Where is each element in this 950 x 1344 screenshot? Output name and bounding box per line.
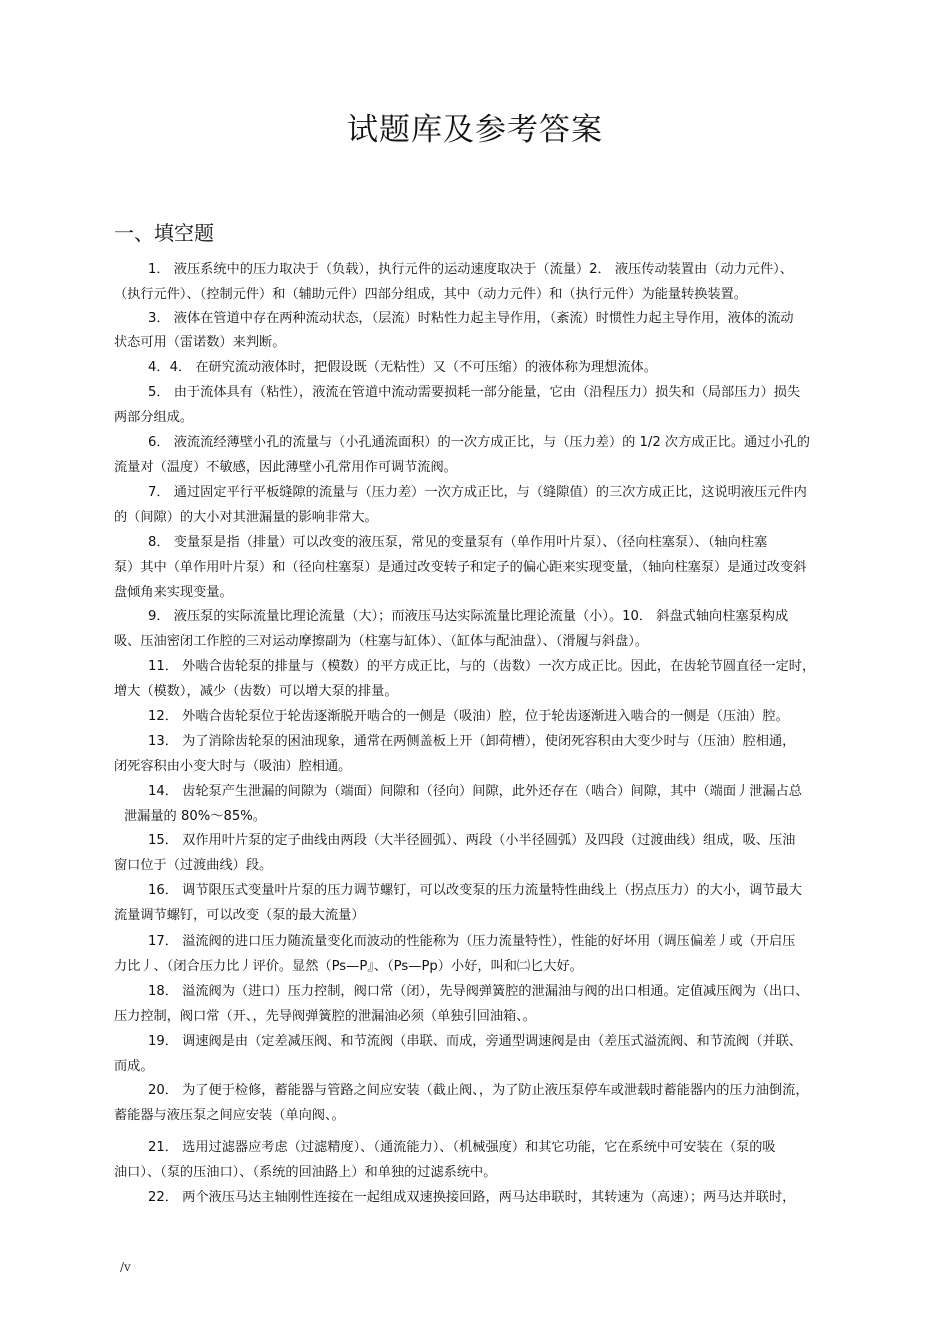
text-line: 流量调节螺钉，可以改变（泵的最大流量）: [114, 908, 365, 923]
text-line: 14． 齿轮泵产生泄漏的间隙为（端面）间隙和（径向）间隙，此外还存在（啮合）间隙，其中（端面丿泄漏占总: [148, 784, 802, 799]
text-line: 闭死容积由小变大时与（吸油）腔相通。: [114, 759, 352, 774]
text-line: 6． 液流流经薄壁小孔的流量与（小孔通流面积）的一次方成正比，与（压力差）的 1/2 次方成正比。通过小孔的: [148, 435, 810, 450]
text-line: 11． 外啮合齿轮泵的排量与（模数）的平方成正比，与的（齿数）一次方成正比。因此，在齿轮节圆直径一定时，: [148, 659, 816, 674]
page-title: 试题库及参考答案: [347, 112, 603, 148]
text-line: 两部分组成。: [114, 410, 194, 425]
text-line: 21． 选用过滤器应考虑（过滤精度）、（通流能力）、（机械强度）和其它功能，它在系统中可安装在（泵的吸: [148, 1140, 776, 1155]
text-line: 5． 由于流体具有（粘性），液流在管道中流动需要损耗一部分能量，它由（沿程压力）损失和（局部压力）损失: [148, 385, 801, 400]
text-line: 20． 为了便于检修，蓄能器与管路之间应安装（截止阀、，为了防止液压泵停车或泄载时蓄能器内的压力油倒流，: [148, 1083, 809, 1098]
text-line: 泄漏量的 80%～85%。: [124, 809, 266, 824]
text-line: 而成。: [114, 1059, 154, 1074]
text-line: 泵）其中（单作用叶片泵）和（径向柱塞泵）是通过改变转子和定子的偏心距来实现变量，（轴向柱塞泵）是通过改变斜: [114, 560, 807, 575]
text-line: 15． 双作用叶片泵的定子曲线由两段（大半径圆弧）、两段（小半径圆弧）及四段（过渡曲线）组成，吸、压油: [148, 833, 796, 848]
text-line: 3． 液体在管道中存在两种流动状态，（层流）时粘性力起主导作用，（紊流）时惯性力起主导作用，液体的流动: [148, 311, 794, 326]
text-line: 22． 两个液压马达主轴刚性连接在一起组成双速换接回路，两马达串联时，其转速为（高速）；两马达并联时，: [148, 1190, 796, 1205]
text-line: 盘倾角来实现变量。: [114, 585, 233, 600]
text-line: 的（间隙）的大小对其泄漏量的影响非常大。: [114, 510, 378, 525]
text-line: 1． 液压系统中的压力取决于（负载），执行元件的运动速度取决于（流量）2． 液压传动装置由（动力元件）、: [148, 262, 793, 277]
text-line: 8． 变量泵是指（排量）可以改变的液压泵，常见的变量泵有（单作用叶片泵）、（径向柱塞泵）、（轴向柱塞: [148, 535, 768, 550]
page-footer-mark: /v: [120, 1260, 131, 1274]
text-line: 增大（模数），减少（齿数）可以增大泵的排量。: [114, 684, 398, 699]
text-line: 9． 液压泵的实际流量比理论流量（大）；而液压马达实际流量比理论流量（小）。10． 斜盘式轴向柱塞泵构成: [148, 609, 789, 624]
text-line: 力比丿、（闭合压力比丿评价。显然（Ps—P』、（Ps—Pp）小好，叫和㈡匕大好。: [114, 959, 583, 974]
text-line: 窗口位于（过渡曲线）段。: [114, 858, 273, 873]
text-line: 流量对（温度）不敏感，因此薄壁小孔常用作可调节流阀。: [114, 460, 457, 475]
text-line: 油口）、（泵的压油口）、（系统的回油路上）和单独的过滤系统中。: [114, 1165, 497, 1180]
text-line: 4．4． 在研究流动液体时，把假设既（无粘性）又（不可压缩）的液体称为理想流体。: [148, 360, 657, 375]
text-line: 压力控制，阀口常（开、，先导阀弹簧腔的泄漏油必须（单独引回油箱、。: [114, 1009, 536, 1024]
text-line: 状态可用（雷诺数）来判断。: [114, 335, 286, 350]
text-line: 18． 溢流阀为（进口）压力控制，阀口常（闭），先导阀弹簧腔的泄漏油与阀的出口相通。定值减压阀为（出口、: [148, 984, 809, 999]
text-line: 蓄能器与液压泵之间应安装（单向阀、。: [114, 1108, 345, 1123]
text-line: 17． 溢流阀的进口压力随流量变化而波动的性能称为（压力流量特性），性能的好坏用（调压偏差丿或（开启压: [148, 934, 796, 949]
text-line: 吸、压油密闭工作腔的三对运动摩擦副为（柱塞与缸体）、（缸体与配油盘）、（滑履与斜盘）。: [114, 634, 649, 649]
text-line: （执行元件）、（控制元件）和（辅助元件）四部分组成，其中（动力元件）和（执行元件）为能量转换装置。: [114, 287, 747, 302]
text-line: 7． 通过固定平行平板缝隙的流量与（压力差）一次方成正比，与（缝隙值）的三次方成正比，这说明液压元件内: [148, 485, 807, 500]
text-line: 19． 调速阀是由（定差减压阀、和节流阀（串联、而成，旁通型调速阀是由（差压式溢流阀、和节流阀（并联、: [148, 1034, 802, 1049]
text-line: 12． 外啮合齿轮泵位于轮齿逐渐脱开啮合的一侧是（吸油）腔，位于轮齿逐渐进入啮合的一侧是（压油）腔。: [148, 709, 789, 724]
text-line: 13． 为了消除齿轮泵的困油现象，通常在两侧盖板上开（卸荷槽），使闭死容积由大变少时与（压油）腔相通，: [148, 734, 796, 749]
text-line: 16． 调节限压式变量叶片泵的压力调节螺钉，可以改变泵的压力流量特性曲线上（拐点压力）的大小，调节最大: [148, 883, 802, 898]
section-heading: 一、填空题: [114, 221, 214, 245]
